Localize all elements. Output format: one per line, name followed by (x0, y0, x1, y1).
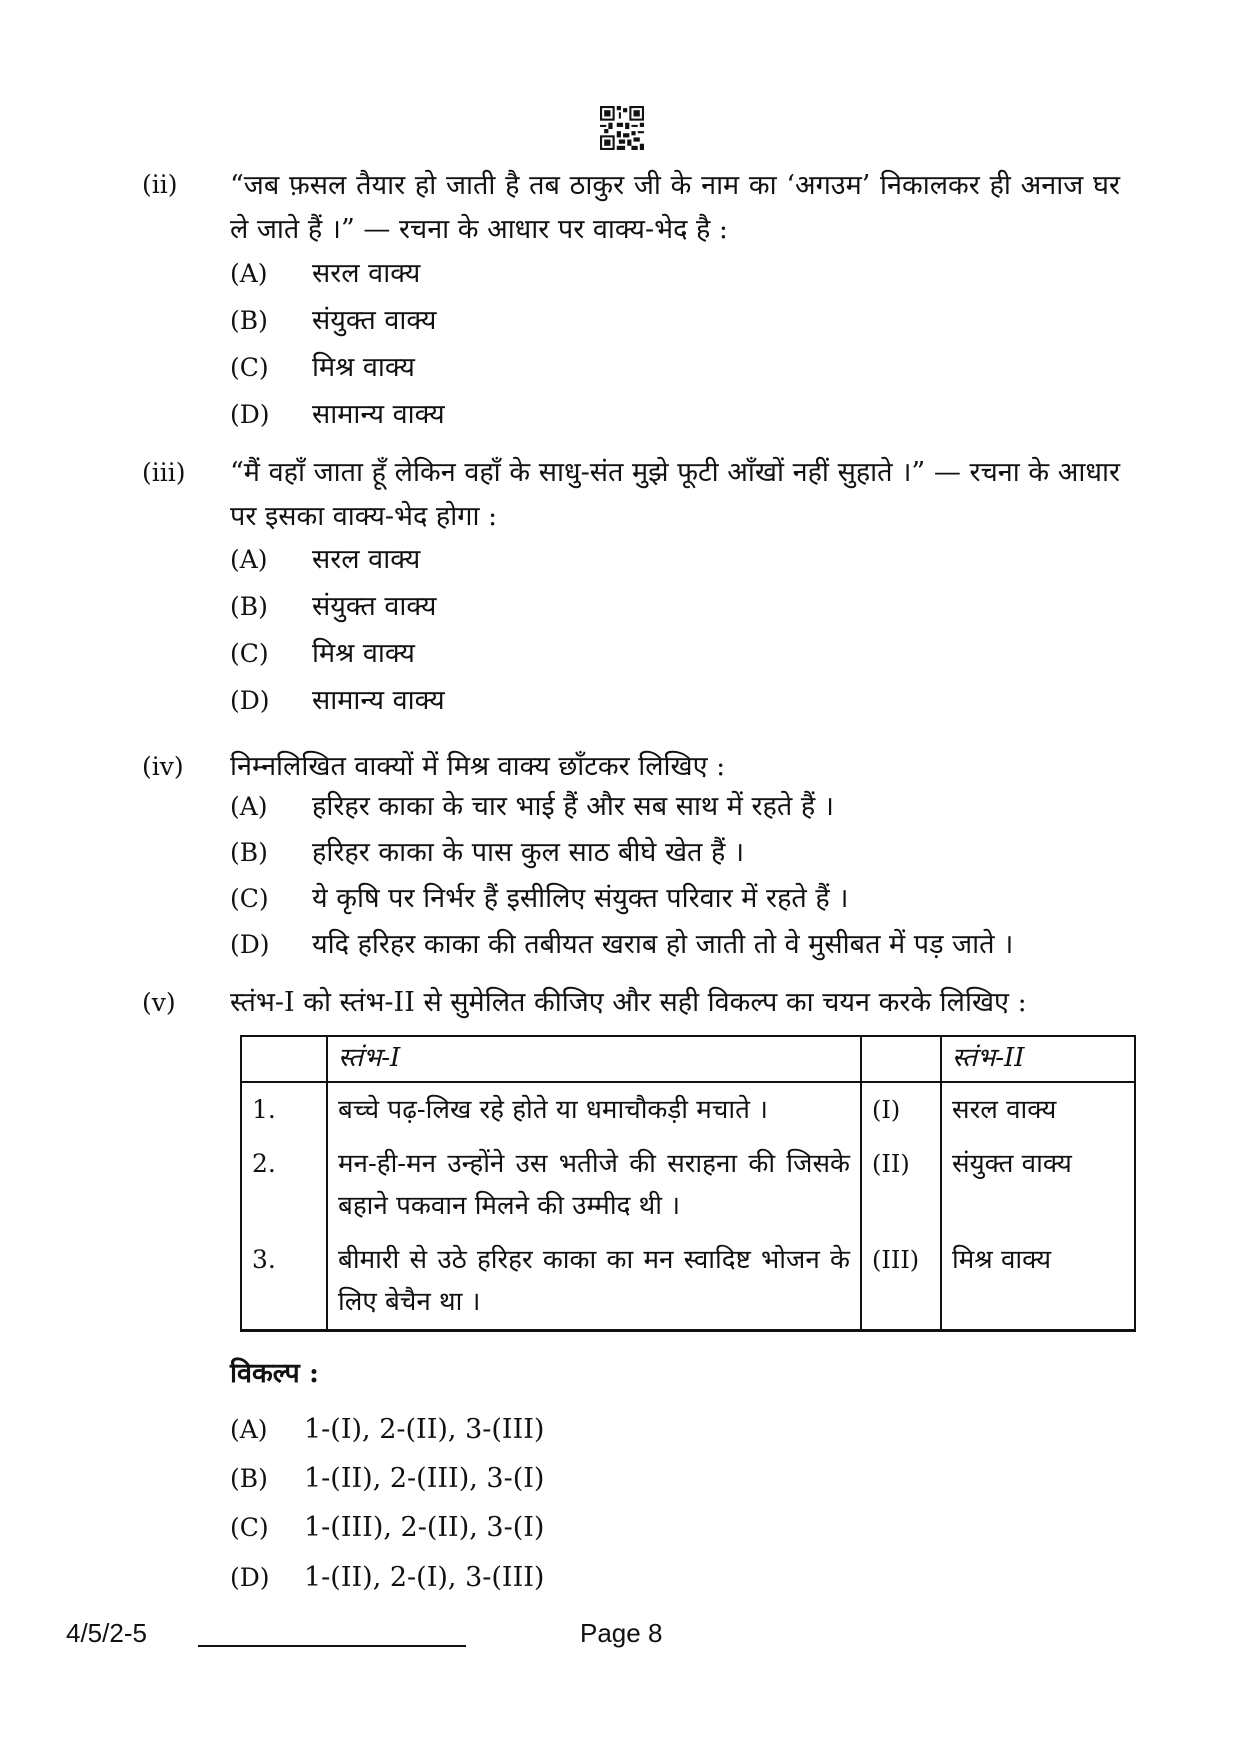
footer-divider (198, 1645, 466, 1647)
option-a (230, 1408, 1120, 1452)
option-c (230, 346, 1120, 390)
option-d (230, 679, 1120, 723)
option-d (230, 393, 1120, 437)
row-roman: (II) (861, 1137, 941, 1233)
option-label: (C) (230, 1513, 269, 1542)
page-number: Page 8 (580, 1618, 663, 1648)
option-b (230, 299, 1120, 343)
option-text: हरिहर काका के चार भाई हैं और सब साथ में रहते हैं । (312, 791, 835, 822)
question-number: (iii) (142, 458, 186, 487)
option-label: (B) (230, 838, 268, 867)
option-label: (C) (230, 639, 269, 668)
option-text: मिश्र वाक्य (312, 638, 415, 669)
row-number: 2. (241, 1137, 327, 1233)
table-row (241, 1233, 1135, 1331)
question-text: “जब फ़सल तैयार हो जाती है तब ठाकुर जी के नाम का ‘अगउम’ निकालकर ही अनाज घर ले जाते हैं ।” — रचना के आधार पर वाक्य-भेद है : (230, 170, 1120, 245)
question-text: “मैं वहाँ जाता हूँ लेकिन वहाँ के साधु-संत मुझे फूटी आँखों नहीं सुहाते ।” — रचना के आधार पर इसका वाक्य-भेद होगा : (230, 457, 1120, 532)
option-label: (A) (230, 1415, 268, 1444)
row-sentence: बीमारी से उठे हरिहर काका का मन स्वादिष्ट भोजन के लिए बेचैन था । (327, 1233, 861, 1331)
option-text: संयुक्त वाक्य (312, 305, 437, 336)
option-a (230, 538, 1120, 582)
option-label: (B) (230, 1464, 268, 1493)
option-label: (C) (230, 884, 269, 913)
row-answer: सरल वाक्य (941, 1082, 1135, 1137)
option-text: 1-(II), 2-(I), 3-(III) (304, 1562, 545, 1593)
option-text: यदि हरिहर काका की तबीयत खराब हो जाती तो वे मुसीबत में पड़ जाते । (312, 929, 1014, 960)
question-text: निम्नलिखित वाक्यों में मिश्र वाक्य छाँटकर लिखिए : (230, 751, 726, 782)
row-answer: संयुक्त वाक्य (941, 1137, 1135, 1233)
option-label: (D) (230, 1563, 270, 1592)
column-2-header: स्तंभ-II (941, 1036, 1135, 1082)
row-roman: (III) (861, 1233, 941, 1331)
qr-code-icon (600, 106, 644, 150)
table-header-row (241, 1036, 1135, 1082)
question-number: (ii) (142, 170, 178, 199)
column-1-header: स्तंभ-I (327, 1036, 861, 1082)
option-label: (A) (230, 259, 268, 288)
question-number: (iv) (142, 752, 184, 781)
option-label: (A) (230, 545, 268, 574)
option-b (230, 585, 1120, 629)
option-a (230, 252, 1120, 296)
option-a (230, 785, 1120, 829)
row-sentence: मन-ही-मन उन्होंने उस भतीजे की सराहना की जिसके बहाने पकवान मिलने की उम्मीद थी । (327, 1137, 861, 1233)
option-b (230, 1457, 1120, 1501)
table-row (241, 1082, 1135, 1137)
option-text: 1-(II), 2-(III), 3-(I) (304, 1463, 545, 1494)
row-number: 1. (241, 1082, 327, 1137)
option-b (230, 831, 1120, 875)
options-heading: विकल्प : (230, 1358, 320, 1389)
option-label: (C) (230, 353, 269, 382)
paper-code: 4/5/2-5 (66, 1618, 147, 1648)
row-sentence: बच्चे पढ़-लिख रहे होते या धमाचौकड़ी मचाते । (327, 1082, 861, 1137)
option-label: (D) (230, 400, 270, 429)
row-answer: मिश्र वाक्य (941, 1233, 1135, 1331)
option-text: संयुक्त वाक्य (312, 591, 437, 622)
option-c (230, 632, 1120, 676)
option-label: (A) (230, 792, 268, 821)
option-label: (D) (230, 686, 270, 715)
option-text: सामान्य वाक्य (312, 685, 445, 716)
option-label: (B) (230, 306, 268, 335)
option-text: 1-(III), 2-(II), 3-(I) (304, 1512, 545, 1543)
option-c (230, 1506, 1120, 1550)
option-text: हरिहर काका के पास कुल साठ बीघे खेत हैं । (312, 837, 745, 868)
option-text: सरल वाक्य (312, 544, 421, 575)
match-table (240, 1035, 1136, 1332)
question-number: (v) (142, 988, 176, 1017)
table-row (241, 1137, 1135, 1233)
option-d (230, 1556, 1120, 1600)
option-text: सामान्य वाक्य (312, 399, 445, 430)
option-c (230, 877, 1120, 921)
row-roman: (I) (861, 1082, 941, 1137)
question-text: स्तंभ-I को स्तंभ-II से सुमेलित कीजिए और सही विकल्प का चयन करके लिखिए : (230, 987, 1027, 1018)
row-number: 3. (241, 1233, 327, 1331)
option-d (230, 923, 1120, 967)
option-text: मिश्र वाक्य (312, 352, 415, 383)
option-text: 1-(I), 2-(II), 3-(III) (304, 1414, 545, 1445)
option-text: ये कृषि पर निर्भर हैं इसीलिए संयुक्त परिवार में रहते हैं । (312, 883, 849, 914)
option-text: सरल वाक्य (312, 258, 421, 289)
option-label: (D) (230, 930, 270, 959)
option-label: (B) (230, 592, 268, 621)
